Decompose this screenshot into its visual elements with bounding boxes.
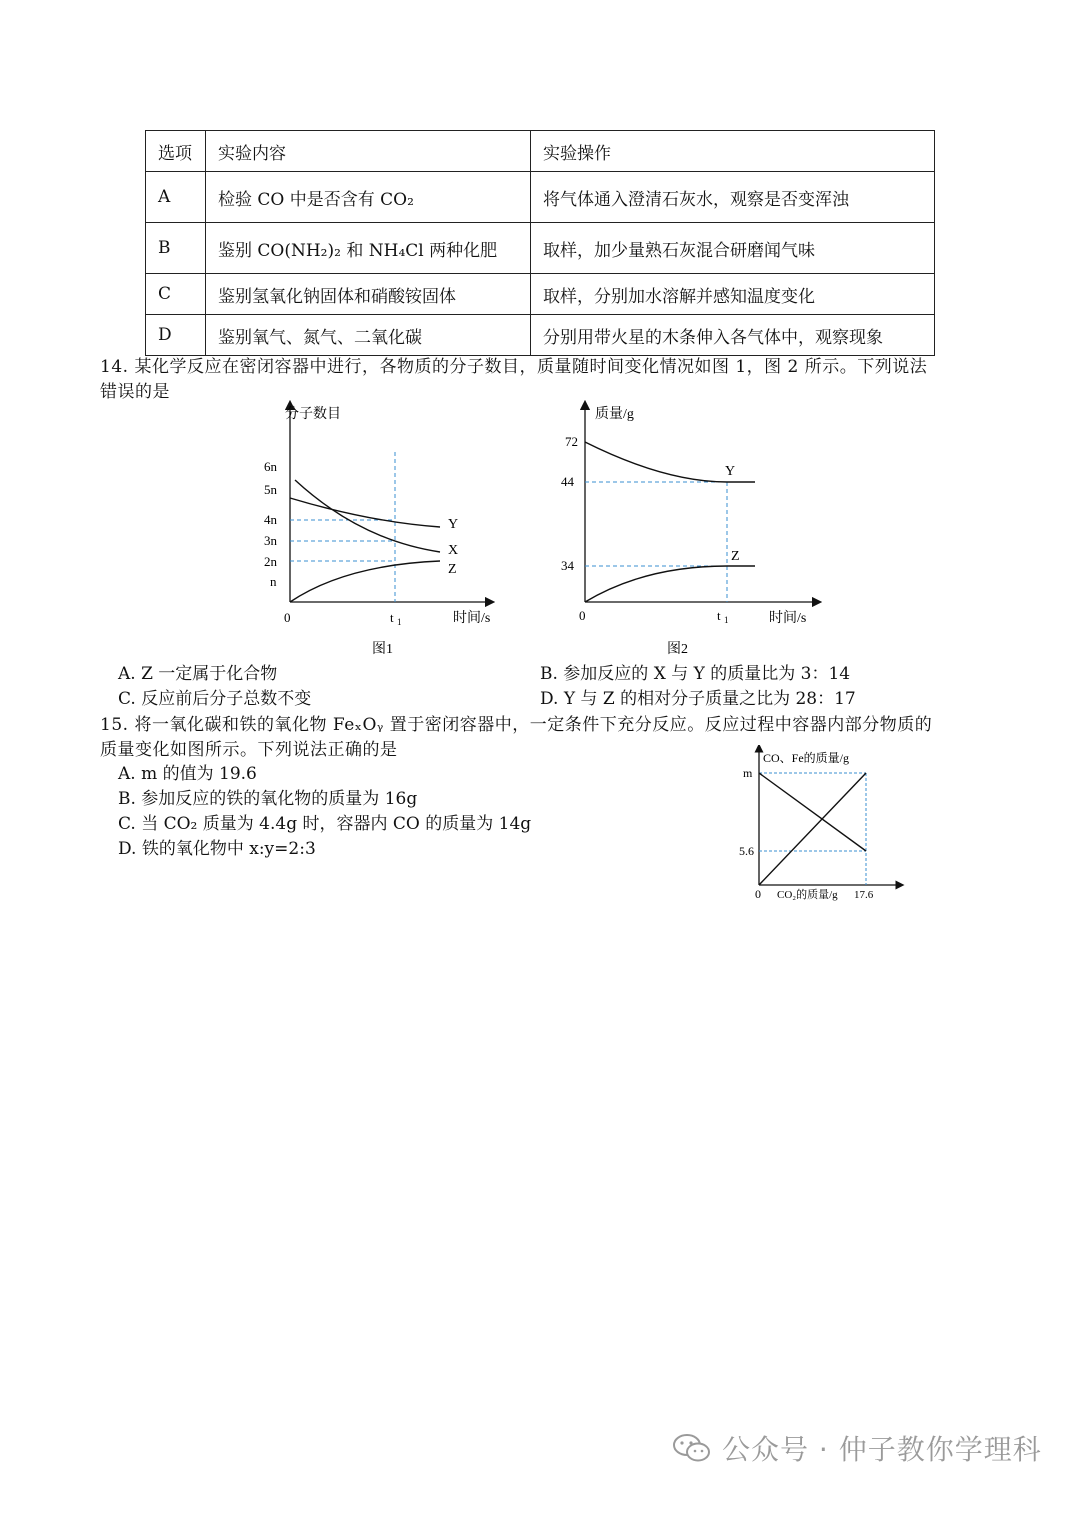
row-operation: 取样，分别加水溶解并感知温度变化 (531, 274, 935, 315)
q14-stem-line1: 14. 某化学反应在密闭容器中进行，各物质的分子数目，质量随时间变化情况如图 1，图 2 所示。下列说法 (100, 357, 928, 377)
row-option: A (146, 172, 206, 223)
experiment-table (145, 130, 935, 356)
row-option: B (146, 223, 206, 274)
row-operation: 取样，加少量熟石灰混合研磨闻气味 (531, 223, 935, 274)
series-label-z: Z (448, 562, 457, 577)
wechat-icon (672, 1433, 712, 1463)
table-row (146, 223, 935, 274)
xtick-17-6: 17.6 (854, 889, 874, 901)
row-content: 鉴别氧气、氮气、二氧化碳 (206, 315, 531, 356)
series-label-x: X (448, 543, 459, 558)
ytick-2n: 2n (264, 554, 277, 569)
q15-option-a: A. m 的值为 19.6 (118, 764, 257, 784)
row-content: 鉴别 CO(NH₂)₂ 和 NH₄Cl 两种化肥 (206, 223, 531, 274)
q15-figure (735, 745, 910, 905)
header-option: 选项 (146, 131, 206, 172)
q15-stem-line1: 15. 将一氧化碳和铁的氧化物 FeₓOᵧ 置于密闭容器中，一定条件下充分反应。反应过程中容器内部分物质的 (100, 715, 933, 735)
ytick-4n: 4n (264, 512, 277, 527)
q14-option-d: D. Y 与 Z 的相对分子质量之比为 28：17 (540, 689, 856, 709)
q15-option-c: C. 当 CO₂ 质量为 4.4g 时，容器内 CO 的质量为 14g (118, 814, 532, 834)
row-operation: 分别用带火星的木条伸入各气体中，观察现象 (531, 315, 935, 356)
table-header-row (146, 131, 935, 172)
row-option: C (146, 274, 206, 315)
x-axis-label: 时间/s (769, 611, 807, 626)
row-content: 检验 CO 中是否含有 CO₂ (206, 172, 531, 223)
t1-sub: 1 (397, 617, 402, 627)
watermark (672, 1428, 1042, 1468)
curve-y (290, 498, 440, 527)
t1-sub: 1 (724, 615, 729, 625)
origin-label: 0 (755, 887, 761, 901)
header-operation: 实验操作 (531, 131, 935, 172)
q15-option-d: D. 铁的氧化物中 x:y=2:3 (118, 839, 316, 859)
x-axis-label: 时间/s (453, 611, 491, 626)
row-content: 鉴别氢氧化钠固体和硝酸铵固体 (206, 274, 531, 315)
origin-label: 0 (579, 608, 586, 623)
t1-label: t (390, 610, 394, 625)
t1-label: t (717, 608, 721, 623)
curve-z (585, 566, 755, 602)
figure-2-caption: 图2 (667, 642, 688, 657)
origin-label: 0 (284, 610, 291, 625)
q14-option-b: B. 参加反应的 X 与 Y 的质量比为 3：14 (540, 664, 851, 684)
table-row (146, 315, 935, 356)
line-co (759, 773, 866, 851)
q14-option-c: C. 反应前后分子总数不变 (118, 689, 312, 709)
y-axis-label: CO、Fe的质量/g (763, 751, 850, 765)
ytick-3n: 3n (264, 533, 277, 548)
series-label-y: Y (448, 517, 459, 532)
q14-figure-1 (250, 400, 500, 660)
line-fe (759, 773, 866, 885)
curve-z (290, 561, 440, 602)
watermark-text: 公众号 · 仲子教你学理科 (722, 1433, 1042, 1466)
ytick-5-6: 5.6 (739, 844, 754, 858)
q14-figure-2 (555, 400, 825, 660)
q14-stem-line2: 错误的是 (100, 382, 170, 402)
ytick-34: 34 (561, 558, 574, 573)
ytick-6n: 6n (264, 459, 277, 474)
figure-1-caption: 图1 (372, 642, 393, 657)
ytick-5n: 5n (264, 482, 277, 497)
series-label-y: Y (725, 464, 736, 479)
y-axis-label: 质量/g (595, 407, 634, 422)
ytick-n: n (270, 574, 277, 589)
series-label-z: Z (731, 549, 740, 564)
row-option: D (146, 315, 206, 356)
header-content: 实验内容 (206, 131, 531, 172)
x-axis-label: CO₂的质量/g (777, 889, 838, 901)
q15-option-b: B. 参加反应的铁的氧化物的质量为 16g (118, 789, 418, 809)
q15-stem-line2: 质量变化如图所示。下列说法正确的是 (100, 740, 398, 760)
ytick-44: 44 (561, 474, 574, 489)
y-axis-label: 分子数目 (285, 407, 341, 422)
ytick-72: 72 (565, 434, 578, 449)
table-row (146, 172, 935, 223)
ytick-m: m (743, 766, 753, 780)
table-row (146, 274, 935, 315)
q14-option-a: A. Z 一定属于化合物 (118, 664, 278, 684)
row-operation: 将气体通入澄清石灰水，观察是否变浑浊 (531, 172, 935, 223)
